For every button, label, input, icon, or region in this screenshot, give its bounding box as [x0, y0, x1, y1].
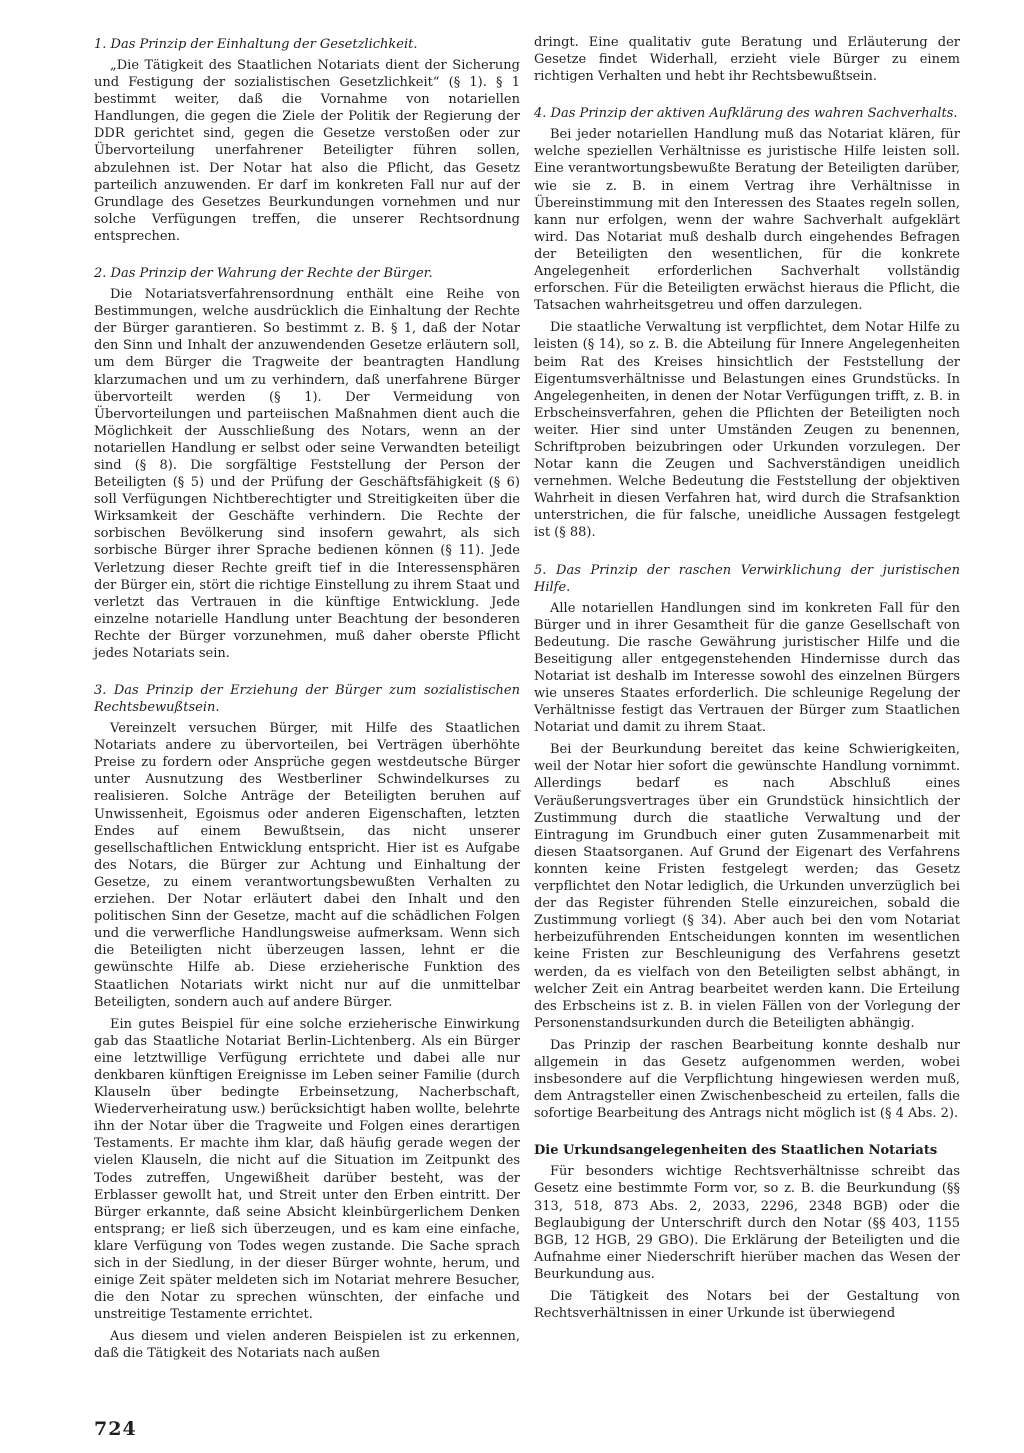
urkundsangelegenheiten-paragraph-1: Für besonders wichtige Rechtsverhältnisse schreibt das Gesetz eine bestimmte Form vor, so z. B. die Beurkundung (§§ 313, 518, 873 Abs. 2, 2033, 2296, 2348 BGB) oder die Beglaubigung der Unterschrift durch den Notar (§§ 403, 1155 BGB, 12 HGB, 29 GBO). Die Erklärung der Beteiligten und die Aufnahme einer Niederschrift hierüber machen das Wesen der Beurkundung aus. [534, 1164, 960, 1282]
section-1-paragraph-1: „Die Tätigkeit des Staatlichen Notariats dient der Sicherung und Festigung der sozialistischen Gesetzlichkeit“ (§ 1). § 1 bestimmt weiter, daß die Vornahme von notariellen Handlungen, die gegen die Ziele der Politik der Regierung der DDR gerichtet sind, gegen die Gesetze verstoßen oder zur Übervorteilung unerfahrener Beteiligter führen sollen, abzulehnen ist. Der Notar hat also die Pflicht, das Gesetz parteilich anzuwenden. Er darf im konkreten Fall nur auf der Grundlage des Gesetzes Beurkundungen vornehmen und nur solche Verfügungen treffen, die unserer Rechtsordnung entsprechen. [94, 58, 520, 244]
right-column [534, 34, 960, 1327]
left-column [94, 36, 520, 1368]
section-3-heading: 3. Das Prinzip der Erziehung der Bürger zum sozialistischen Rechtsbewußtsein. [94, 683, 520, 716]
section-5-paragraph-2: Bei der Beurkundung bereitet das keine Schwierigkeiten, weil der Notar hier sofort die gewünschte Handlung vornimmt. Allerdings bedarf es nach Abschluß eines Veräußerungsvertrages über ein Grundstück hinsichtlich der Zustimmung durch die staatliche Verwaltung und der Eintragung im Grundbuch einer guten Zusammenarbeit mit diesen Staatsorganen. Auf Grund der Eigenart des Verfahrens konnten keine Fristen festgelegt werden; das Gesetz verpflichtet den Notar lediglich, die Urkunden unverzüglich bei der das Register führenden Stelle einzureichen, sobald die Zustimmung vorliegt (§ 34). Aber auch bei den vom Notariat herbeizuführenden Entscheidungen konnten im wesentlichen keine Fristen zur Beschleunigung des Verfahrens gesetzt werden, da es vielfach von den Beteiligten selbst abhängt, in welcher Zeit ein Antrag bearbeitet werden kann. Die Erteilung des Erbscheins ist z. B. in vielen Fällen von der Vorlegung der Personenstandsurkunden durch die Beteiligten abhängig. [534, 742, 960, 1031]
urkundsangelegenheiten-heading: Die Urkundsangelegenheiten des Staatlichen Notariats [534, 1143, 938, 1159]
section-3-paragraph-3: Aus diesem und vielen anderen Beispielen ist zu erkennen, daß die Tätigkeit des Notariats nach außen [94, 1329, 520, 1362]
continued-paragraph: dringt. Eine qualitativ gute Beratung und Erläuterung der Gesetze findet Widerhall, erzieht viele Bürger zu einem richtigen Verhalten und hebt ihr Rechtsbewußtsein. [534, 35, 960, 85]
section-2-paragraph-1: Die Notariatsverfahrensordnung enthält eine Reihe von Bestimmungen, welche ausdrücklich die Einhaltung der Rechte der Bürger garantieren. So bestimmt z. B. § 1, daß der Notar den Sinn und Inhalt der anzuwendenden Gesetze erläutern soll, um dem Bürger die Tragweite der beantragten Handlung klarzumachen und um zu verhindern, daß unerfahrene Bürger übervorteilt werden (§ 1). Der Vermeidung von Übervorteilungen und parteiischen Maßnahmen dient auch die Möglichkeit der Ausschließung des Notars, wenn an der notariellen Handlung er selbst oder seine Verwandten beteiligt sind (§ 8). Die sorgfältige Feststellung der Person der Beteiligten (§ 5) und der Prüfung der Geschäftsfähigkeit (§ 6) soll Verfügungen Nichtberechtigter und Streitigkeiten über die Wirksamkeit der Geschäfte verhindern. Die Rechte der sorbischen Bevölkerung sind insofern gewahrt, als sich sorbische Bürger ihrer Sprache bedienen können (§ 11). Jede Verletzung dieser Rechte greift tief in die Interessensphären der Bürger ein, stört die richtige Einstellung zu ihrem Staat und verletzt das Vertrauen in die künftige Entwicklung. Jede einzelne notarielle Handlung unter Beachtung der besonderen Rechte der Bürger vorzunehmen, muß daher oberste Pflicht jedes Notariats sein. [94, 287, 520, 661]
section-4-paragraph-2: Die staatliche Verwaltung ist verpflichtet, dem Notar Hilfe zu leisten (§ 14), so z. B. die Abteilung für Innere Angelegenheiten beim Rat des Kreises hinsichtlich der Feststellung der Eigentumsverhältnisse und Belastungen eines Grundstücks. In Angelegenheiten, in denen der Notar Verfügungen trifft, z. B. in Erbscheinsverfahren, gehen die Pflichten der Beteiligten noch weiter. Hier sind unter Umständen Zeugen zu benennen, Schriftproben beizubringen oder Urkunden vorzulegen. Der Notar kann die Zeugen und Sachverständigen uneidlich vernehmen. Welche Bedeutung die Feststellung der objektiven Wahrheit in diesen Verfahren hat, wird durch die Strafsanktion unterstrichen, die für falsche, uneidliche Aussagen festgelegt ist (§ 88). [534, 320, 960, 541]
section-2-heading: 2. Das Prinzip der Wahrung der Rechte der Bürger. [94, 266, 433, 282]
section-4-paragraph-1: Bei jeder notariellen Handlung muß das Notariat klären, für welche speziellen Verhältnisse es juristische Hilfe leisten soll. Eine verantwortungsbewußte Beratung der Beteiligten darüber, wie sie z. B. in einem Vertrag ihre Verhältnisse in Übereinstimmung mit den Interessen des Staates regeln sollen, kann nur erfolgen, wenn der wahre Sachverhalt aufgeklärt wird. Das Notariat muß deshalb durch eingehendes Befragen der Beteiligten den wesentlichen, für die konkrete Angelegenheit erforderlichen Sachverhalt vollständig erforschen. Für die Beteiligten erwächst hieraus die Pflicht, die Tatsachen wahrheitsgetreu und offen darzulegen. [534, 127, 960, 314]
section-1-heading: 1. Das Prinzip der Einhaltung der Gesetzlichkeit. [94, 37, 418, 52]
section-3-paragraph-2: Ein gutes Beispiel für eine solche erzieherische Einwirkung gab das Staatliche Notariat Berlin-Lichtenberg. Als ein Bürger eine letztwillige Verfügung errichtete und dabei alle nur denkbaren künftigen Ereignisse im Leben seiner Familie (durch Klauseln über bedingte Erbeinsetzung, Nacherbschaft, Wiederverheiratung usw.) berücksichtigt haben wollte, belehrte ihn der Notar über die Tragweite und Folgen eines derartigen Testaments. Er machte ihm klar, daß häufig gerade wegen der vielen Klauseln, die nicht auf die Situation im Zeitpunkt des Todes zutreffen, Ungewißheit darüber besteht, was der Erblasser gewollt hat, und Streit unter den Erben eintritt. Der Bürger erkannte, daß seine Absicht kleinbürgerlichem Denken entsprang; er ließ sich überzeugen, und es kam eine einfache, klare Verfügung von Todes wegen zustande. Die Sache sprach sich in der Siedlung, in der dieser Bürger wohnte, herum, und einige Zeit später meldeten sich im Notariat mehrere Besucher, die den Notar zu sprechen wünschten, der einfache und unstreitige Testamente errichtet. [94, 1016, 520, 1323]
page-number: 724 [94, 1418, 137, 1440]
section-5-paragraph-3: Das Prinzip der raschen Bearbeitung konnte deshalb nur allgemein in das Gesetz aufgenommen werden, wobei insbesondere auf die Verpflichtung hingewiesen werden muß, dem Antragsteller einen Zwischenbescheid zu erteilen, falls die sofortige Bearbeitung des Antrags nicht möglich ist (§ 4 Abs. 2). [534, 1037, 960, 1122]
section-3-paragraph-1: Vereinzelt versuchen Bürger, mit Hilfe des Staatlichen Notariats andere zu übervorteilen, bei Verträgen überhöhte Preise zu fordern oder Ansprüche gegen westdeutsche Bürger unter Ausnutzung des Westberliner Schwindelkurses zu realisieren. Solche Anträge der Beteiligten beruhen auf Unwissenheit, Egoismus oder anderen Eigenschaften, letzten Endes auf einem Bewußtsein, das nicht unserer gesellschaftlichen Entwicklung entspricht. Hier ist es Aufgabe des Notars, die Bürger zur Achtung und Einhaltung der Gesetze, zu einem verantwortungsbewußten Verhalten zu erziehen. Der Notar erläutert dabei den Inhalt und den politischen Sinn der Gesetze, macht auf die schädlichen Folgen und die verwerfliche Handlungsweise aufmerksam. Wenn sich die Beteiligten nicht überzeugen lassen, lehnt er die gewünschte Hilfe ab. Diese erzieherische Funktion des Staatlichen Notariats wirkt nicht nur auf die unmittelbar Beteiligten, sondern auch auf andere Bürger. [94, 721, 520, 1010]
section-4-heading: 4. Das Prinzip der aktiven Aufklärung des wahren Sachverhalts. [534, 106, 958, 122]
section-5-paragraph-1: Alle notariellen Handlungen sind im konkreten Fall für den Bürger und in ihrer Gesamtheit für die ganze Gesellschaft von Bedeutung. Die rasche Gewährung juristischer Hilfe und die Beseitigung aller entgegenstehenden Hindernisse durch das Notariat ist deshalb im Interesse sowohl des einzelnen Bürgers wie unseres Staates erforderlich. Die schleunige Regelung der Verhältnisse festigt das Vertrauen der Bürger zum Staatlichen Notariat und damit zu ihrem Staat. [534, 600, 960, 736]
urkundsangelegenheiten-paragraph-2: Die Tätigkeit des Notars bei der Gestaltung von Rechtsverhältnissen in einer Urkunde ist überwiegend [534, 1289, 960, 1322]
section-5-heading: 5. Das Prinzip der raschen Verwirklichung der juristischen Hilfe. [534, 562, 960, 595]
